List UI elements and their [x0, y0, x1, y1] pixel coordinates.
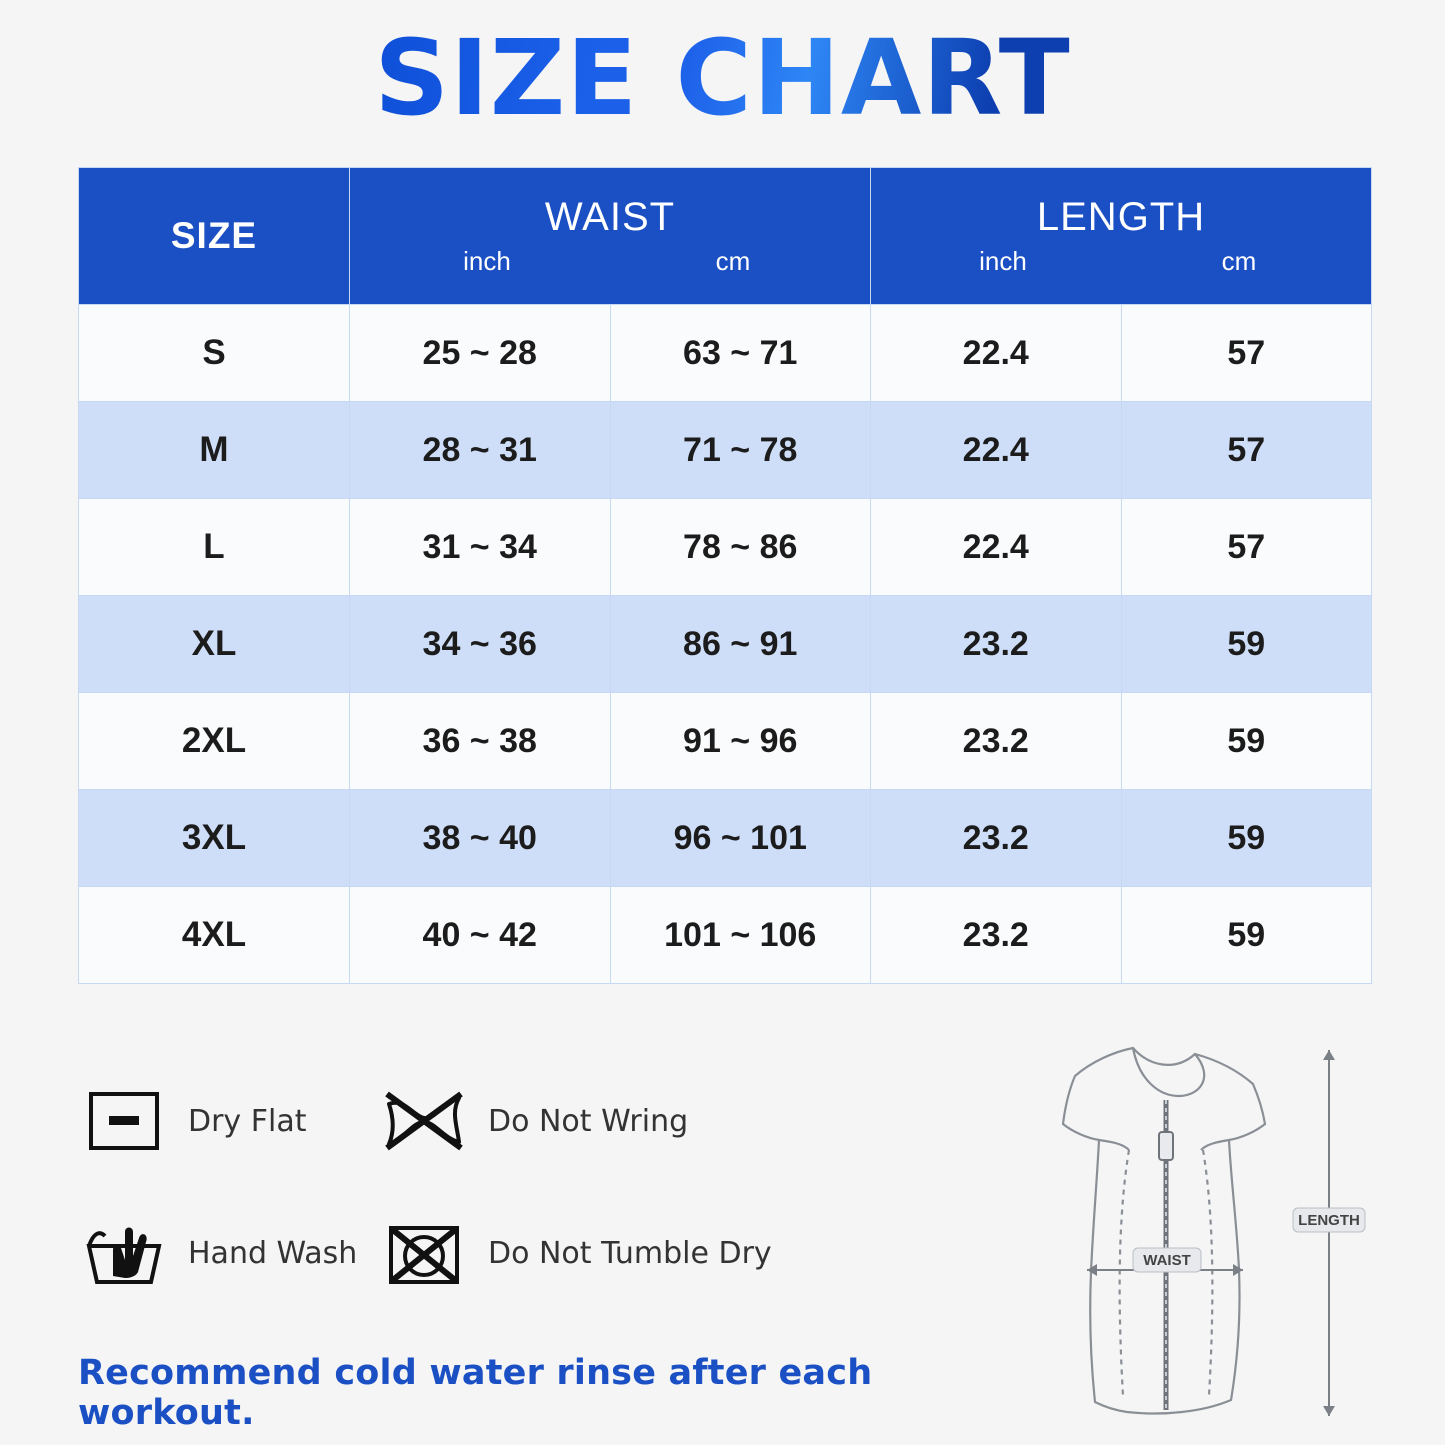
- waist-unit-inch: inch: [463, 246, 511, 277]
- care-item-do-not-wring: [378, 1078, 858, 1164]
- cell-length-cm: 57: [1121, 499, 1372, 596]
- column-header-waist-label: WAIST: [544, 195, 676, 240]
- length-tag-label: LENGTH: [1298, 1212, 1360, 1229]
- cell-length-cm: 59: [1121, 693, 1372, 790]
- cell-waist-inch: 25 ~ 28: [350, 305, 611, 402]
- table-row: [79, 402, 1372, 499]
- cell-waist-cm: 86 ~ 91: [610, 596, 871, 693]
- column-header-length: [871, 168, 1372, 305]
- cell-waist-inch: 36 ~ 38: [350, 693, 611, 790]
- cell-length-cm: 57: [1121, 305, 1372, 402]
- table-body: [79, 305, 1372, 984]
- length-measure-arrow: [1323, 1050, 1335, 1416]
- care-instructions-grid: [78, 1055, 958, 1319]
- cell-waist-cm: 78 ~ 86: [610, 499, 871, 596]
- care-label-hand-wash: Hand Wash: [188, 1235, 358, 1271]
- cell-length-inch: 23.2: [871, 887, 1122, 984]
- cell-length-inch: 23.2: [871, 693, 1122, 790]
- table-row: [79, 693, 1372, 790]
- cell-waist-cm: 63 ~ 71: [610, 305, 871, 402]
- do-not-wring-icon: [378, 1078, 470, 1164]
- hand-wash-icon: [78, 1210, 170, 1296]
- cell-size: S: [79, 305, 350, 402]
- table-row: [79, 596, 1372, 693]
- length-unit-cm: cm: [1221, 246, 1257, 277]
- cell-waist-inch: 38 ~ 40: [350, 790, 611, 887]
- cell-length-cm: 59: [1121, 887, 1372, 984]
- column-header-length-label: LENGTH: [1036, 195, 1206, 240]
- cell-length-inch: 22.4: [871, 499, 1122, 596]
- cell-waist-cm: 101 ~ 106: [610, 887, 871, 984]
- garment-illustration: [963, 1020, 1383, 1430]
- cell-waist-cm: 91 ~ 96: [610, 693, 871, 790]
- cell-size: L: [79, 499, 350, 596]
- cell-waist-cm: 96 ~ 101: [610, 790, 871, 887]
- cell-size: M: [79, 402, 350, 499]
- cell-size: 2XL: [79, 693, 350, 790]
- column-header-size-label: SIZE: [170, 215, 258, 257]
- cell-length-inch: 22.4: [871, 402, 1122, 499]
- page-title: SIZE CHART: [374, 17, 1071, 139]
- table-row: [79, 499, 1372, 596]
- care-item-dry-flat: [78, 1078, 378, 1164]
- cell-length-inch: 22.4: [871, 305, 1122, 402]
- size-chart-table: [78, 167, 1372, 984]
- cell-waist-inch: 28 ~ 31: [350, 402, 611, 499]
- cell-waist-inch: 40 ~ 42: [350, 887, 611, 984]
- column-header-size: [79, 168, 350, 305]
- table-row: [79, 790, 1372, 887]
- cell-length-cm: 59: [1121, 790, 1372, 887]
- column-header-waist-units: [350, 246, 870, 277]
- cell-size: 3XL: [79, 790, 350, 887]
- length-unit-inch: inch: [979, 246, 1027, 277]
- cell-waist-inch: 34 ~ 36: [350, 596, 611, 693]
- waist-tag-label: WAIST: [1143, 1252, 1191, 1269]
- table-header-row: [79, 168, 1372, 305]
- dry-flat-icon: [78, 1078, 170, 1164]
- care-label-dry-flat: Dry Flat: [188, 1103, 307, 1139]
- size-chart-table-container: [78, 167, 1367, 984]
- care-label-do-not-tumble-dry: Do Not Tumble Dry: [488, 1235, 772, 1271]
- waist-unit-cm: cm: [715, 246, 751, 277]
- care-label-do-not-wring: Do Not Wring: [488, 1103, 689, 1139]
- column-header-length-units: [871, 246, 1371, 277]
- care-item-hand-wash: [78, 1210, 378, 1296]
- do-not-tumble-dry-icon: [378, 1210, 470, 1296]
- cell-size: XL: [79, 596, 350, 693]
- cell-length-inch: 23.2: [871, 596, 1122, 693]
- cell-waist-inch: 31 ~ 34: [350, 499, 611, 596]
- cell-length-cm: 57: [1121, 402, 1372, 499]
- garment-outline: [1063, 1048, 1265, 1414]
- cell-length-cm: 59: [1121, 596, 1372, 693]
- care-instructions-section: [78, 1055, 958, 1433]
- column-header-waist: [350, 168, 871, 305]
- cell-size: 4XL: [79, 887, 350, 984]
- cell-waist-cm: 71 ~ 78: [610, 402, 871, 499]
- care-item-do-not-tumble-dry: [378, 1210, 858, 1296]
- cell-length-inch: 23.2: [871, 790, 1122, 887]
- care-recommendation: Recommend cold water rinse after each workout.: [78, 1353, 873, 1433]
- table-head: [79, 168, 1372, 305]
- table-row: [79, 887, 1372, 984]
- table-row: [79, 305, 1372, 402]
- page-title-container: [0, 0, 1445, 139]
